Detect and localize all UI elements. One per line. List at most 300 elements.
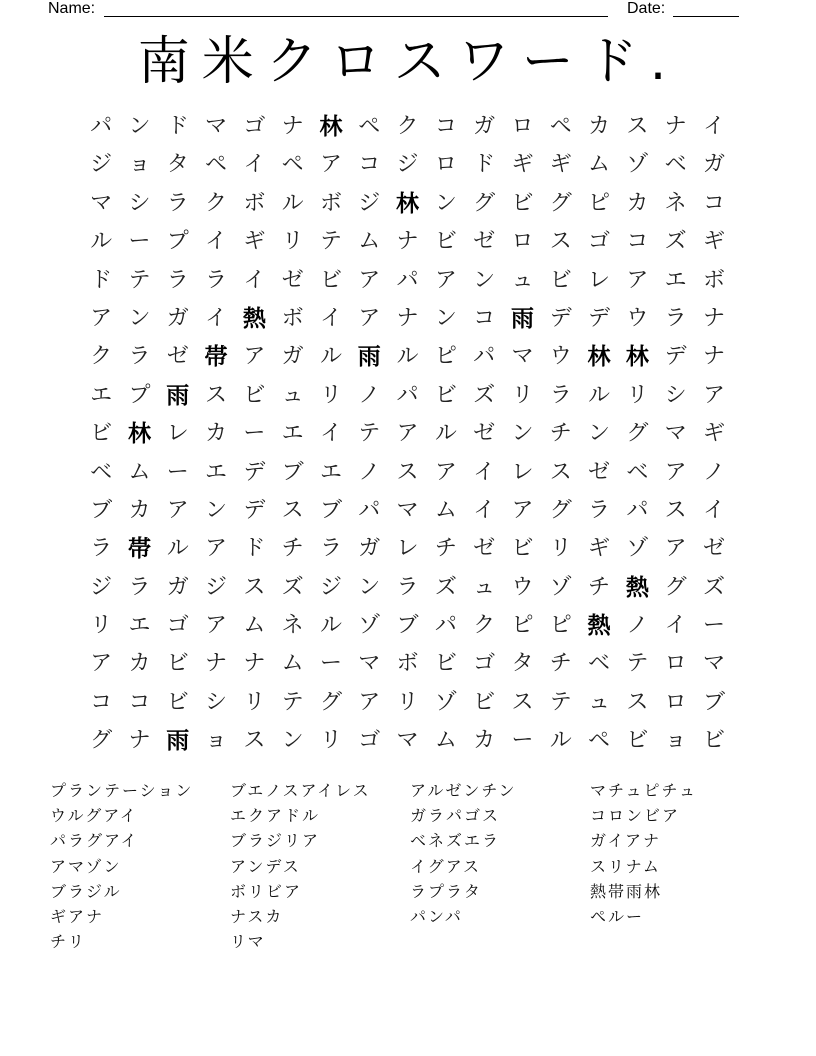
- grid-cell[interactable]: エ: [128, 613, 151, 639]
- grid-cell[interactable]: ロ: [434, 152, 457, 178]
- grid-cell[interactable]: ル: [588, 382, 611, 408]
- grid-cell[interactable]: デ: [243, 459, 266, 485]
- grid-cell[interactable]: ス: [396, 459, 419, 485]
- grid-cell[interactable]: ガ: [702, 152, 725, 178]
- grid-cell[interactable]: プ: [166, 229, 189, 255]
- grid-cell[interactable]: ス: [549, 229, 572, 255]
- grid-cell[interactable]: ナ: [664, 114, 687, 139]
- grid-cell[interactable]: ブ: [396, 613, 419, 639]
- grid-cell[interactable]: ラ: [205, 267, 228, 293]
- grid-cell[interactable]: ス: [281, 497, 304, 523]
- grid-cell[interactable]: ガ: [166, 305, 189, 331]
- grid-cell[interactable]: ス: [205, 382, 228, 408]
- grid-cell[interactable]: ー: [319, 651, 342, 677]
- grid-cell[interactable]: ズ: [473, 382, 496, 408]
- grid-cell[interactable]: ベ: [90, 459, 113, 485]
- grid-cell[interactable]: ア: [205, 536, 228, 562]
- grid-cell[interactable]: ビ: [626, 728, 649, 754]
- grid-cell[interactable]: グ: [664, 574, 687, 600]
- grid-cell[interactable]: ョ: [128, 152, 151, 178]
- grid-cell[interactable]: ジ: [90, 574, 113, 600]
- grid-cell[interactable]: ン: [434, 305, 457, 331]
- grid-cell[interactable]: チ: [434, 536, 457, 562]
- grid-cell[interactable]: ナ: [205, 651, 228, 677]
- grid-cell[interactable]: ク: [396, 114, 419, 139]
- grid-cell[interactable]: テ: [281, 689, 304, 715]
- grid-cell[interactable]: ジ: [90, 152, 113, 178]
- grid-cell[interactable]: レ: [511, 459, 534, 485]
- grid-cell[interactable]: ゴ: [588, 229, 611, 255]
- grid-cell[interactable]: ガ: [473, 114, 496, 139]
- grid-cell[interactable]: ビ: [511, 536, 534, 562]
- grid-cell[interactable]: ロ: [664, 651, 687, 677]
- grid-cell[interactable]: ア: [626, 267, 649, 293]
- grid-cell[interactable]: ナ: [243, 651, 266, 677]
- grid-cell[interactable]: イ: [473, 459, 496, 485]
- grid-cell[interactable]: ス: [243, 574, 266, 600]
- grid-cell[interactable]: ボ: [319, 190, 342, 216]
- grid-cell[interactable]: ュ: [511, 267, 534, 293]
- grid-cell[interactable]: ゴ: [358, 728, 381, 754]
- grid-cell[interactable]: ラ: [90, 536, 113, 562]
- grid-cell[interactable]: ュ: [588, 689, 611, 715]
- grid-cell[interactable]: デ: [588, 305, 611, 331]
- grid-cell[interactable]: 熱: [625, 574, 649, 601]
- grid-cell[interactable]: ビ: [549, 267, 572, 293]
- grid-cell[interactable]: ラ: [588, 497, 611, 523]
- grid-cell[interactable]: イ: [702, 114, 725, 139]
- word-list-item: プランテーション: [50, 781, 194, 800]
- grid-cell[interactable]: イ: [243, 267, 266, 293]
- grid-cell[interactable]: ベ: [626, 459, 649, 485]
- grid-cell[interactable]: ム: [588, 152, 611, 178]
- grid-cell[interactable]: ボ: [281, 305, 304, 331]
- grid-cell[interactable]: ビ: [434, 651, 457, 677]
- grid-cell[interactable]: ノ: [358, 459, 381, 485]
- grid-cell[interactable]: ゼ: [473, 536, 496, 562]
- grid-cell[interactable]: ラ: [128, 574, 151, 600]
- grid-cell[interactable]: ジ: [396, 152, 419, 178]
- grid-cell[interactable]: ア: [434, 267, 457, 293]
- grid-cell[interactable]: ン: [511, 421, 534, 447]
- grid-cell[interactable]: エ: [319, 459, 342, 485]
- grid-cell[interactable]: 雨: [166, 382, 190, 409]
- grid-cell[interactable]: リ: [90, 613, 113, 639]
- grid-cell[interactable]: コ: [434, 114, 457, 139]
- grid-cell[interactable]: ア: [511, 497, 534, 523]
- grid-cell[interactable]: シ: [128, 190, 151, 216]
- grid-cell[interactable]: パ: [626, 497, 649, 523]
- grid-cell[interactable]: ー: [166, 459, 189, 485]
- grid-cell[interactable]: ズ: [702, 574, 725, 600]
- grid-cell[interactable]: ル: [434, 421, 457, 447]
- grid-cell[interactable]: ラ: [396, 574, 419, 600]
- grid-cell[interactable]: ム: [434, 728, 457, 754]
- grid-cell[interactable]: テ: [549, 689, 572, 715]
- grid-cell[interactable]: ア: [358, 267, 381, 293]
- grid-cell[interactable]: ゴ: [243, 114, 266, 139]
- grid-cell[interactable]: ギ: [702, 421, 725, 447]
- grid-cell[interactable]: ゼ: [588, 459, 611, 485]
- grid-cell[interactable]: ク: [473, 613, 496, 639]
- page-title: 南米クロスワード.: [137, 32, 679, 92]
- grid-cell[interactable]: ウ: [511, 574, 534, 600]
- grid-cell[interactable]: ビ: [702, 728, 725, 754]
- grid-cell[interactable]: 熱: [242, 305, 266, 332]
- grid-cell[interactable]: ー: [511, 728, 534, 754]
- grid-cell[interactable]: テ: [358, 421, 381, 447]
- grid-cell[interactable]: ア: [205, 613, 228, 639]
- grid-cell[interactable]: イ: [205, 305, 228, 331]
- grid-cell[interactable]: 帯: [204, 344, 228, 371]
- grid-cell[interactable]: 林: [587, 344, 611, 371]
- grid-cell[interactable]: ン: [205, 497, 228, 523]
- grid-cell[interactable]: グ: [319, 689, 342, 715]
- grid-cell[interactable]: リ: [319, 728, 342, 754]
- grid-cell[interactable]: ゾ: [626, 536, 649, 562]
- grid-cell[interactable]: グ: [549, 497, 572, 523]
- grid-cell[interactable]: ー: [243, 421, 266, 447]
- name-label: Name:: [48, 0, 96, 17]
- grid-cell[interactable]: ギ: [511, 152, 534, 178]
- grid-cell[interactable]: ゼ: [702, 536, 725, 562]
- grid-cell[interactable]: テ: [128, 267, 151, 293]
- grid-cell[interactable]: ロ: [511, 229, 534, 255]
- grid-cell[interactable]: イ: [319, 305, 342, 331]
- grid-cell[interactable]: ル: [281, 190, 304, 216]
- grid-cell[interactable]: ガ: [281, 344, 304, 370]
- grid-cell[interactable]: ロ: [664, 689, 687, 715]
- grid-cell[interactable]: 熱: [587, 613, 611, 640]
- grid-cell[interactable]: ウ: [549, 344, 572, 370]
- grid-cell[interactable]: ア: [166, 497, 189, 523]
- grid-cell[interactable]: ビ: [473, 689, 496, 715]
- grid-cell[interactable]: ジ: [358, 190, 381, 216]
- grid-cell[interactable]: イ: [473, 497, 496, 523]
- grid-cell[interactable]: デ: [549, 305, 572, 331]
- grid-cell[interactable]: ベ: [588, 651, 611, 677]
- grid-cell[interactable]: リ: [549, 536, 572, 562]
- grid-cell[interactable]: ビ: [511, 190, 534, 216]
- grid-cell[interactable]: ゾ: [358, 613, 381, 639]
- grid-cell[interactable]: カ: [626, 190, 649, 216]
- grid-cell[interactable]: レ: [396, 536, 419, 562]
- grid-cell[interactable]: マ: [511, 344, 534, 370]
- grid-cell[interactable]: グ: [626, 421, 649, 447]
- grid-cell[interactable]: ジ: [319, 574, 342, 600]
- grid-cell[interactable]: ナ: [396, 305, 419, 331]
- grid-cell[interactable]: ノ: [702, 459, 725, 485]
- grid-cell[interactable]: ブ: [702, 689, 725, 715]
- grid-cell[interactable]: ル: [319, 613, 342, 639]
- grid-cell[interactable]: コ: [128, 689, 151, 715]
- grid-cell[interactable]: 林: [396, 190, 420, 217]
- grid-cell[interactable]: コ: [90, 689, 113, 715]
- grid-cell[interactable]: ラ: [166, 190, 189, 216]
- grid-cell[interactable]: ョ: [205, 728, 228, 754]
- grid-cell[interactable]: 林: [319, 114, 343, 140]
- grid-cell[interactable]: レ: [588, 267, 611, 293]
- grid-cell[interactable]: リ: [243, 689, 266, 715]
- grid-cell[interactable]: ク: [90, 344, 113, 370]
- grid-cell[interactable]: ア: [702, 382, 725, 408]
- grid-cell[interactable]: チ: [549, 651, 572, 677]
- date-field[interactable]: [673, 16, 739, 17]
- name-field[interactable]: [104, 16, 608, 17]
- grid-cell[interactable]: シ: [664, 382, 687, 408]
- grid-cell[interactable]: ガ: [358, 536, 381, 562]
- grid-cell[interactable]: ウ: [626, 305, 649, 331]
- grid-cell[interactable]: ア: [434, 459, 457, 485]
- grid-cell[interactable]: イ: [243, 152, 266, 178]
- grid-cell[interactable]: 雨: [166, 728, 190, 755]
- grid-cell[interactable]: ン: [473, 267, 496, 293]
- grid-cell[interactable]: ブ: [281, 459, 304, 485]
- grid-cell[interactable]: ズ: [664, 229, 687, 255]
- grid-cell[interactable]: ベ: [664, 152, 687, 178]
- grid-cell[interactable]: プ: [128, 382, 151, 408]
- grid-cell[interactable]: マ: [396, 497, 419, 523]
- grid-cell[interactable]: ビ: [319, 267, 342, 293]
- grid-cell[interactable]: ア: [664, 459, 687, 485]
- grid-cell[interactable]: ド: [90, 267, 113, 293]
- grid-cell[interactable]: リ: [319, 382, 342, 408]
- grid-cell[interactable]: ズ: [434, 574, 457, 600]
- grid-cell[interactable]: パ: [434, 613, 457, 639]
- grid-cell[interactable]: テ: [626, 651, 649, 677]
- grid-cell[interactable]: ゴ: [473, 651, 496, 677]
- grid-cell[interactable]: ペ: [588, 728, 611, 754]
- grid-cell[interactable]: ゼ: [166, 344, 189, 370]
- date-label: Date:: [627, 0, 666, 17]
- grid-cell[interactable]: ネ: [664, 190, 687, 216]
- grid-cell[interactable]: ブ: [319, 497, 342, 523]
- grid-cell[interactable]: レ: [166, 421, 189, 447]
- grid-cell[interactable]: ナ: [702, 344, 725, 370]
- grid-cell[interactable]: ス: [243, 728, 266, 754]
- grid-cell[interactable]: ラ: [319, 536, 342, 562]
- grid-cell[interactable]: ナ: [128, 728, 151, 754]
- grid-cell[interactable]: ボ: [243, 190, 266, 216]
- grid-cell[interactable]: カ: [588, 114, 611, 139]
- grid-cell[interactable]: リ: [396, 689, 419, 715]
- grid-cell[interactable]: ス: [549, 459, 572, 485]
- grid-cell[interactable]: チ: [588, 574, 611, 600]
- grid-cell[interactable]: カ: [128, 497, 151, 523]
- grid-cell[interactable]: カ: [473, 728, 496, 754]
- grid-cell[interactable]: マ: [205, 114, 228, 139]
- grid-cell[interactable]: ボ: [396, 651, 419, 677]
- grid-cell[interactable]: 雨: [357, 344, 381, 371]
- grid-cell[interactable]: ュ: [473, 574, 496, 600]
- grid-cell[interactable]: ノ: [626, 613, 649, 639]
- grid-cell[interactable]: テ: [319, 229, 342, 255]
- grid-cell[interactable]: ル: [166, 536, 189, 562]
- grid-cell[interactable]: ス: [626, 689, 649, 715]
- grid-cell[interactable]: パ: [358, 497, 381, 523]
- grid-cell[interactable]: ル: [549, 728, 572, 754]
- grid-cell[interactable]: ピ: [549, 613, 572, 639]
- grid-cell[interactable]: イ: [702, 497, 725, 523]
- grid-cell[interactable]: イ: [205, 229, 228, 255]
- grid-cell[interactable]: ナ: [396, 229, 419, 255]
- grid-cell[interactable]: ア: [90, 305, 113, 331]
- grid-cell[interactable]: エ: [281, 421, 304, 447]
- grid-cell[interactable]: ョ: [664, 728, 687, 754]
- grid-cell[interactable]: マ: [396, 728, 419, 754]
- grid-cell[interactable]: ー: [702, 613, 725, 639]
- grid-cell[interactable]: ム: [128, 459, 151, 485]
- grid-cell[interactable]: ン: [128, 305, 151, 331]
- grid-cell[interactable]: マ: [90, 190, 113, 216]
- grid-cell[interactable]: 雨: [510, 305, 534, 332]
- grid-cell[interactable]: ル: [319, 344, 342, 370]
- grid-cell[interactable]: リ: [281, 229, 304, 255]
- grid-cell[interactable]: カ: [205, 421, 228, 447]
- grid-cell[interactable]: エ: [664, 267, 687, 293]
- grid-cell[interactable]: ン: [434, 190, 457, 216]
- grid-cell[interactable]: ン: [128, 114, 151, 139]
- grid-cell[interactable]: カ: [128, 651, 151, 677]
- grid-cell[interactable]: ド: [243, 536, 266, 562]
- grid-cell[interactable]: デ: [664, 344, 687, 370]
- grid-cell[interactable]: ゼ: [473, 229, 496, 255]
- grid-cell[interactable]: ム: [434, 497, 457, 523]
- grid-cell[interactable]: ビ: [243, 382, 266, 408]
- grid-cell[interactable]: ラ: [664, 305, 687, 331]
- grid-cell[interactable]: コ: [473, 305, 496, 331]
- grid-cell[interactable]: 林: [127, 421, 151, 448]
- grid-cell[interactable]: マ: [664, 421, 687, 447]
- grid-cell[interactable]: チ: [549, 421, 572, 447]
- grid-cell[interactable]: ア: [664, 536, 687, 562]
- grid-cell[interactable]: ネ: [281, 613, 304, 639]
- grid-cell[interactable]: ア: [358, 305, 381, 331]
- grid-cell[interactable]: タ: [511, 651, 534, 677]
- grid-cell[interactable]: ン: [281, 728, 304, 754]
- grid-cell[interactable]: ム: [281, 651, 304, 677]
- grid-cell[interactable]: ゾ: [626, 152, 649, 178]
- grid-cell[interactable]: ア: [90, 651, 113, 677]
- grid-cell[interactable]: ゴ: [166, 613, 189, 639]
- grid-cell[interactable]: ン: [588, 421, 611, 447]
- grid-cell[interactable]: コ: [358, 152, 381, 178]
- grid-cell[interactable]: ラ: [166, 267, 189, 293]
- grid-cell[interactable]: コ: [626, 229, 649, 255]
- grid-cell[interactable]: ュ: [281, 382, 304, 408]
- grid-cell[interactable]: ビ: [434, 229, 457, 255]
- grid-cell[interactable]: シ: [205, 689, 228, 715]
- grid-cell[interactable]: パ: [396, 267, 419, 293]
- grid-cell[interactable]: ア: [358, 689, 381, 715]
- grid-cell[interactable]: ル: [90, 229, 113, 255]
- grid-cell[interactable]: ガ: [166, 574, 189, 600]
- grid-cell[interactable]: ノ: [358, 382, 381, 408]
- grid-cell[interactable]: ギ: [549, 152, 572, 178]
- grid-cell[interactable]: イ: [319, 421, 342, 447]
- grid-cell[interactable]: ー: [128, 229, 151, 255]
- grid-cell[interactable]: ビ: [90, 421, 113, 447]
- grid-cell[interactable]: コ: [702, 190, 725, 216]
- grid-cell[interactable]: ナ: [281, 114, 304, 139]
- grid-cell[interactable]: ペ: [205, 152, 228, 178]
- grid-cell[interactable]: ビ: [434, 382, 457, 408]
- grid-cell[interactable]: ゾ: [434, 689, 457, 715]
- grid-cell[interactable]: ギ: [588, 536, 611, 562]
- grid-cell[interactable]: ボ: [702, 267, 725, 293]
- grid-cell[interactable]: ル: [396, 344, 419, 370]
- grid-cell[interactable]: グ: [90, 728, 113, 754]
- grid-cell[interactable]: ゼ: [473, 421, 496, 447]
- grid-cell[interactable]: グ: [473, 190, 496, 216]
- grid-cell[interactable]: ピ: [434, 344, 457, 370]
- grid-cell[interactable]: ン: [358, 574, 381, 600]
- grid-cell[interactable]: ピ: [511, 613, 534, 639]
- word-list-item: ブエノスアイレス: [230, 781, 371, 800]
- grid-cell[interactable]: ス: [664, 497, 687, 523]
- grid-cell[interactable]: リ: [511, 382, 534, 408]
- grid-cell[interactable]: マ: [702, 651, 725, 677]
- grid-cell[interactable]: ア: [319, 152, 342, 178]
- grid-cell[interactable]: ビ: [166, 689, 189, 715]
- grid-cell[interactable]: ペ: [358, 114, 381, 139]
- word-list-item: スリナム: [590, 856, 661, 876]
- grid-cell[interactable]: エ: [90, 382, 113, 408]
- grid-cell[interactable]: デ: [243, 497, 266, 523]
- grid-cell[interactable]: ド: [473, 152, 496, 178]
- grid-cell[interactable]: ビ: [166, 651, 189, 677]
- grid-cell[interactable]: ギ: [702, 229, 725, 255]
- grid-cell[interactable]: ジ: [205, 574, 228, 600]
- grid-cell[interactable]: ズ: [281, 574, 304, 600]
- grid-cell[interactable]: タ: [166, 152, 189, 178]
- grid-cell[interactable]: ゾ: [549, 574, 572, 600]
- grid-cell[interactable]: ラ: [549, 382, 572, 408]
- grid-cell[interactable]: ゼ: [281, 267, 304, 293]
- grid-cell[interactable]: ロ: [511, 114, 534, 139]
- grid-cell[interactable]: パ: [90, 114, 113, 139]
- grid-cell[interactable]: ペ: [549, 114, 572, 139]
- grid-cell[interactable]: ア: [243, 344, 266, 370]
- grid-cell[interactable]: マ: [358, 651, 381, 677]
- grid-cell[interactable]: イ: [664, 613, 687, 639]
- grid-cell[interactable]: ス: [511, 689, 534, 715]
- word-list-item: チリ: [50, 932, 87, 952]
- grid-cell[interactable]: 帯: [127, 536, 151, 563]
- grid-cell[interactable]: ク: [205, 190, 228, 216]
- grid-cell[interactable]: ム: [243, 613, 266, 639]
- grid-cell[interactable]: ブ: [90, 497, 113, 523]
- grid-cell[interactable]: リ: [626, 382, 649, 408]
- grid-cell[interactable]: ス: [626, 114, 649, 139]
- grid-cell[interactable]: パ: [396, 382, 419, 408]
- grid-cell[interactable]: 林: [625, 344, 649, 371]
- grid-cell[interactable]: パ: [473, 344, 496, 370]
- word-list-item: ペルー: [590, 907, 645, 927]
- grid-cell[interactable]: ペ: [281, 152, 304, 178]
- grid-cell[interactable]: ド: [166, 114, 189, 139]
- grid-cell[interactable]: ピ: [588, 190, 611, 216]
- grid-cell[interactable]: ア: [396, 421, 419, 447]
- grid-cell[interactable]: グ: [549, 190, 572, 216]
- word-list-item: マチュピチュ: [590, 781, 698, 800]
- grid-cell[interactable]: エ: [205, 459, 228, 485]
- grid-cell[interactable]: ラ: [128, 344, 151, 370]
- grid-cell[interactable]: チ: [281, 536, 304, 562]
- grid-cell[interactable]: ム: [358, 229, 381, 255]
- grid-cell[interactable]: ナ: [702, 305, 725, 331]
- grid-cell[interactable]: ギ: [243, 229, 266, 255]
